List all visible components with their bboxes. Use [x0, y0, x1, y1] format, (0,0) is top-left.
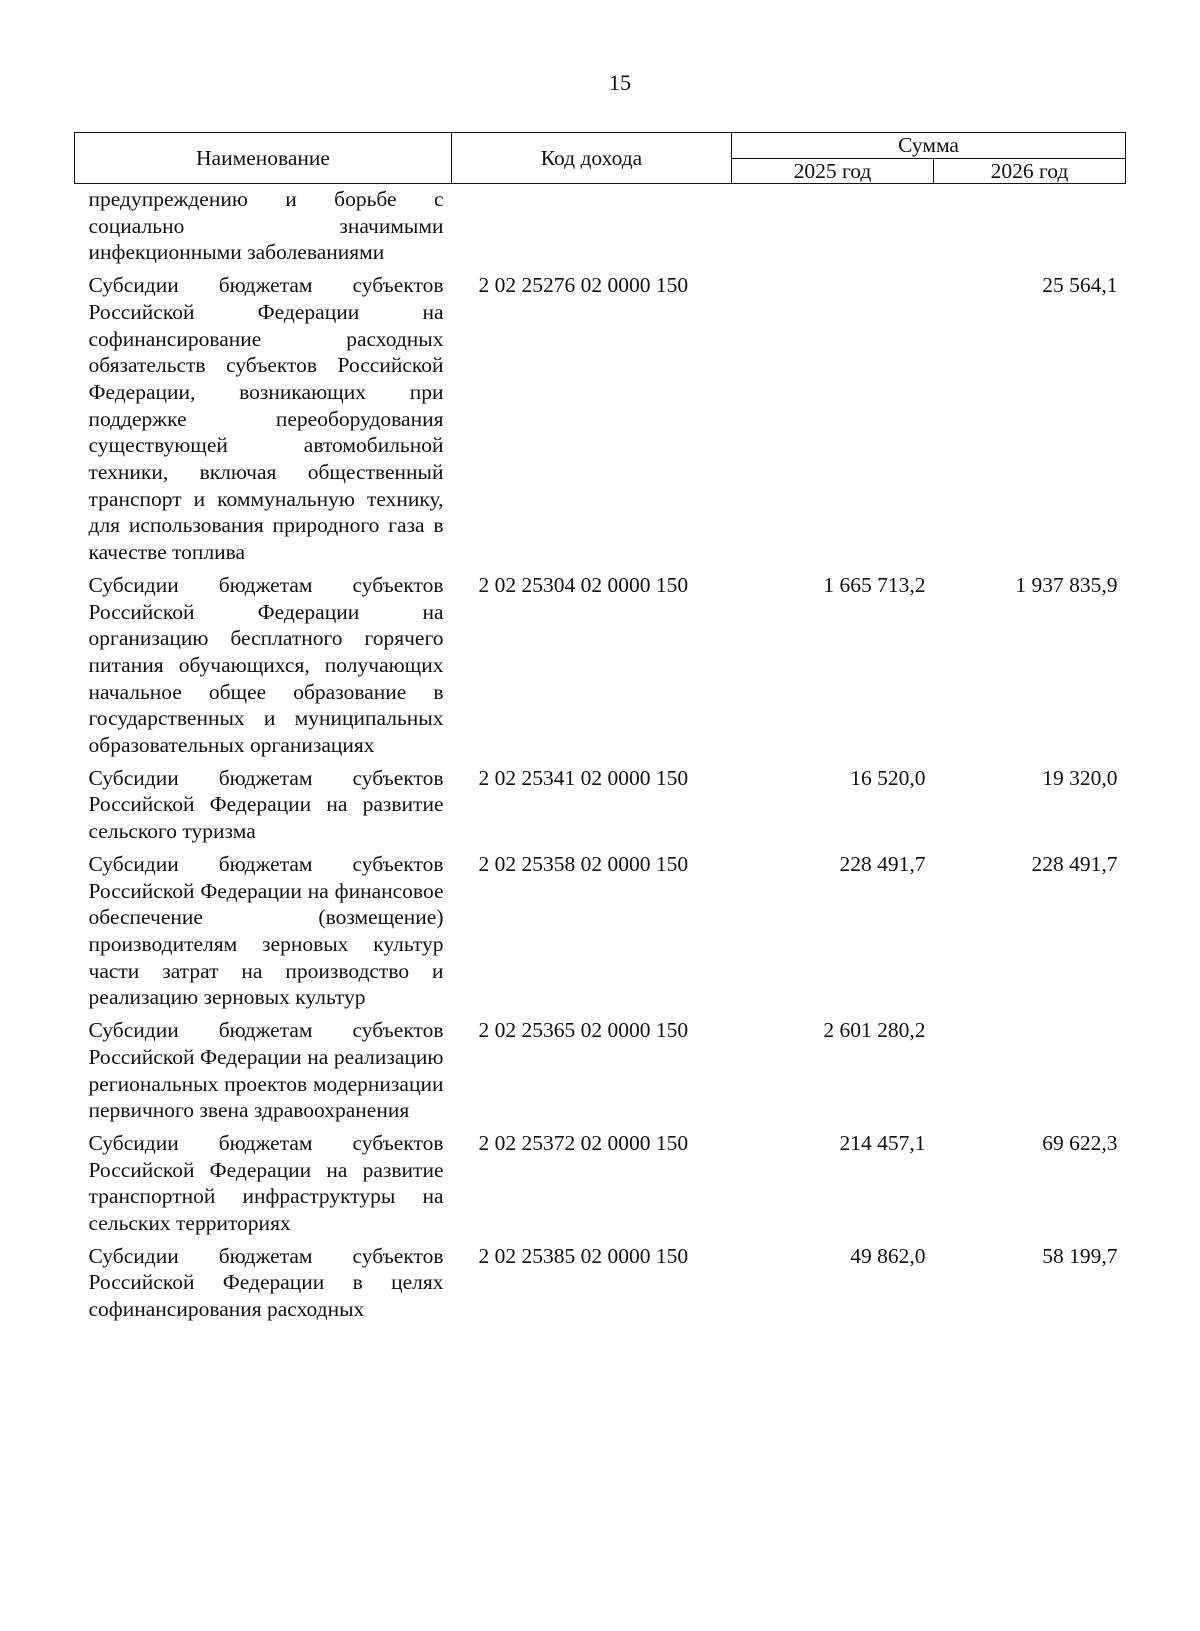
table-header [75, 133, 1126, 184]
table-row [75, 765, 1126, 851]
revenue-table-container [74, 132, 1125, 1329]
row-amount-2026: 69 622,3 [1042, 1130, 1118, 1155]
table-row [75, 1017, 1126, 1130]
row-amount-2025: 1 665 713,2 [823, 572, 926, 597]
row-name: Субсидии бюджетам субъектов Российской Федерации на развитие сельского туризма [88, 765, 444, 844]
revenue-table [74, 132, 1126, 1329]
row-code: 2 02 25372 02 0000 150 [478, 1130, 689, 1155]
row-name: Субсидии бюджетам субъектов Российской Федерации в целях софинансирования расходных [88, 1243, 444, 1322]
table-row [75, 272, 1126, 572]
row-amount-2026: 19 320,0 [1042, 765, 1118, 790]
row-code: 2 02 25304 02 0000 150 [478, 572, 689, 597]
row-code: 2 02 25358 02 0000 150 [478, 851, 689, 876]
row-name: предупреждению и борьбе с социально значимыми инфекционными заболеваниями [88, 187, 444, 265]
row-amount-2026 [934, 184, 1126, 273]
row-code: 2 02 25385 02 0000 150 [478, 1243, 689, 1268]
header-sum: Сумма [732, 133, 1126, 159]
table-row [75, 184, 1126, 273]
header-year-2025: 2025 год [732, 158, 934, 184]
row-amount-2025: 49 862,0 [850, 1243, 926, 1268]
row-name: Субсидии бюджетам субъектов Российской Федерации на организацию бесплатного горячего питания обучающихся, получающих начальное общее образование в государственных и муниципальных образовательных организациях [88, 572, 444, 758]
row-amount-2025: 2 601 280,2 [823, 1018, 926, 1043]
page-number: 15 [609, 70, 631, 95]
row-amount-2025 [732, 184, 934, 273]
table-row [75, 572, 1126, 765]
header-code: Код дохода [452, 133, 732, 184]
row-code: 2 02 25276 02 0000 150 [478, 273, 689, 298]
row-amount-2025: 228 491,7 [839, 851, 926, 876]
row-code: 2 02 25341 02 0000 150 [478, 765, 689, 790]
row-amount-2025 [732, 272, 934, 572]
row-amount-2026: 25 564,1 [1042, 273, 1118, 298]
table-row [75, 1130, 1126, 1243]
table-row [75, 851, 1126, 1017]
table-body [75, 184, 1126, 1329]
row-amount-2025: 214 457,1 [839, 1130, 926, 1155]
row-amount-2026 [934, 1017, 1126, 1130]
row-amount-2025: 16 520,0 [850, 765, 926, 790]
row-name: Субсидии бюджетам субъектов Российской Федерации на софинансирование расходных обязательств субъектов Российской Федерации, возникающих при поддержке переоборудования существующей автомобильной техники, включая общественный транспорт и коммунальную технику, для использования природного газа в качестве топлива [88, 273, 444, 565]
row-name: Субсидии бюджетам субъектов Российской Федерации на развитие транспортной инфраструктуры на сельских территориях [88, 1130, 444, 1236]
row-amount-2026: 1 937 835,9 [1015, 572, 1118, 597]
row-code [452, 184, 732, 273]
header-name: Наименование [75, 133, 452, 184]
table-row [75, 1243, 1126, 1329]
row-name: Субсидии бюджетам субъектов Российской Федерации на реализацию региональных проектов модернизации первичного звена здравоохранения [88, 1018, 444, 1123]
row-name: Субсидии бюджетам субъектов Российской Федерации на финансовое обеспечение (возмещение) производителям зерновых культур части затрат на производство и реализацию зерновых культур [88, 851, 444, 1010]
row-code: 2 02 25365 02 0000 150 [478, 1018, 689, 1043]
header-year-2026: 2026 год [934, 158, 1126, 184]
row-amount-2026: 58 199,7 [1042, 1243, 1118, 1268]
row-amount-2026: 228 491,7 [1031, 851, 1118, 876]
